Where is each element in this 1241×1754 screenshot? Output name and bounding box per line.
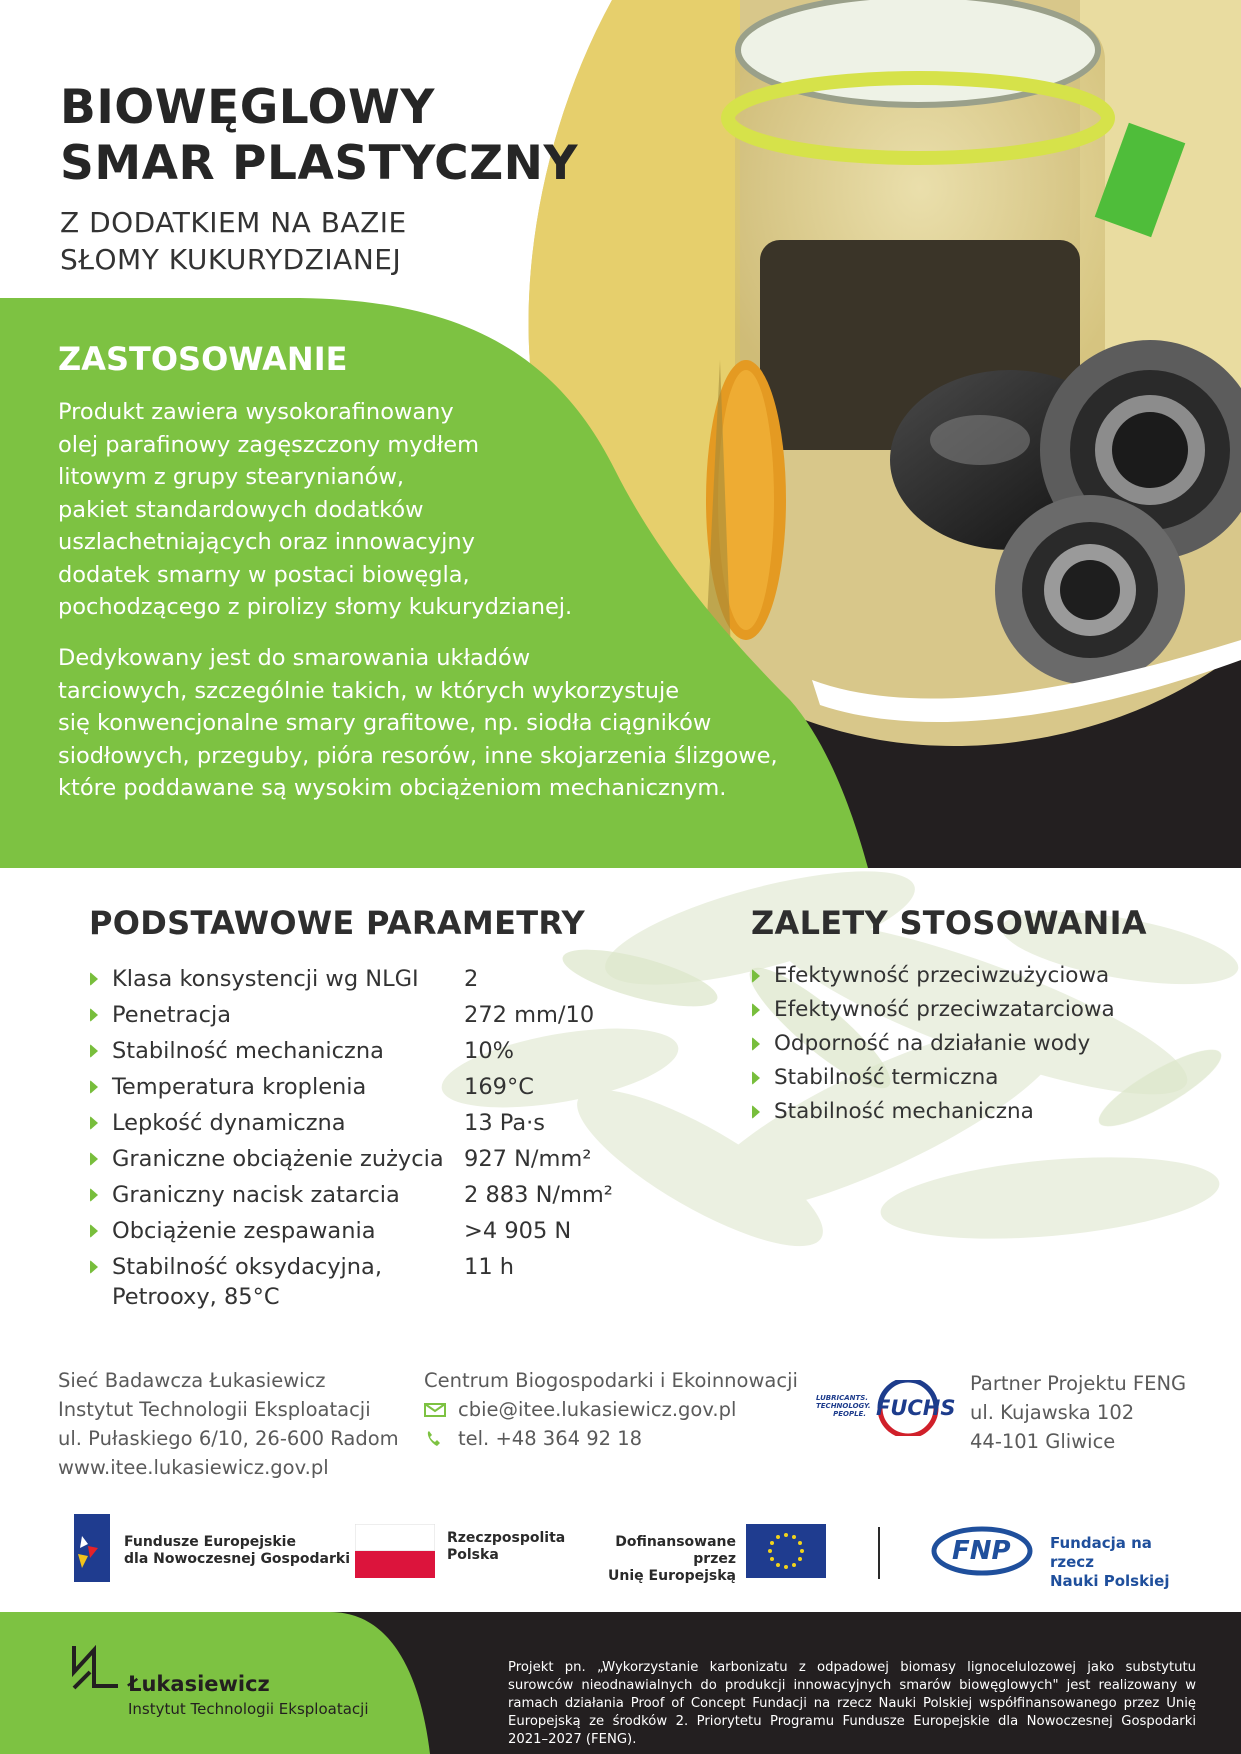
advantage-item — [752, 993, 1115, 1027]
paragraph-line: litowym z grupy stearynianów, — [58, 464, 405, 490]
logo-divider — [878, 1527, 880, 1579]
parameter-row — [90, 1249, 650, 1312]
bullet-icon — [90, 1141, 112, 1177]
eu-logo — [574, 1524, 834, 1584]
polish-flag-icon — [355, 1524, 435, 1578]
address-line: Sieć Badawcza Łukasiewicz — [58, 1369, 326, 1392]
product-title — [60, 80, 578, 192]
application-heading: ZASTOSOWANIE — [58, 340, 348, 378]
project-funding-note: Projekt pn. „Wykorzystanie karbonizatu z odpadowej biomasy lignocelulozowej jako substytutu surowców nieodnawialnych do produkcji innowacyjnych smarów biowęglowych" jest realizowany w ramach działania Proof of Concept Fundacji na rzecz Nauki Polskiej współfinansowanego przez Unię Europejską ze środków 2. Priorytetu Programu Fundusze Europejskie dla Nowoczesnej Gospodarki 2021–2027 (FENG). — [508, 1660, 1196, 1747]
phone-icon — [424, 1430, 446, 1448]
phone-number[interactable]: tel. +48 364 92 18 — [458, 1427, 643, 1450]
parameter-name: Stabilność mechaniczna — [112, 1038, 384, 1064]
parameter-value: 10% — [464, 1038, 515, 1064]
parameter-value: 13 Pa·s — [464, 1110, 546, 1136]
bullet-icon — [90, 997, 112, 1033]
title-line-1: BIOWĘGLOWY — [60, 80, 435, 135]
bullet-icon — [752, 1095, 774, 1129]
advantage-label: Stabilność mechaniczna — [774, 1099, 1034, 1124]
parameter-name: Penetracja — [112, 1002, 231, 1028]
lukasiewicz-wordmark: Łukasiewicz — [128, 1672, 270, 1696]
fnp-line: Fundacja na rzecz — [1050, 1534, 1152, 1571]
advantage-label: Odporność na działanie wody — [774, 1031, 1091, 1056]
address-line: ul. Pułaskiego 6/10, 26-600 Radom — [58, 1427, 399, 1450]
paragraph-line: olej parafinowy zagęszczony mydłem — [58, 431, 480, 458]
fuchs-wordmark: FUCHS — [876, 1396, 956, 1420]
parameters-heading: PODSTAWOWE PARAMETRY — [89, 904, 586, 942]
advantages-list — [752, 959, 1115, 1129]
parameter-name: Graniczne obciążenie zużycia — [112, 1146, 444, 1172]
parameter-value: >4 905 N — [464, 1218, 572, 1244]
paragraph-line: pochodzącego z pirolizy słomy kukurydzianej. — [58, 594, 573, 620]
subtitle-line-1: Z DODATKIEM NA BAZIE — [60, 206, 407, 239]
bullet-icon — [90, 961, 112, 997]
parameter-value: 2 — [464, 966, 479, 992]
institute-name: Instytut Technologii Eksploatacji — [128, 1700, 369, 1718]
paragraph-line: uszlachetniających oraz innowacyjny — [58, 529, 475, 555]
parameter-name: Lepkość dynamiczna — [112, 1110, 346, 1136]
parameter-value: 2 883 N/mm² — [464, 1182, 613, 1208]
parameter-row — [90, 1105, 650, 1141]
website-link[interactable]: www.itee.lukasiewicz.gov.pl — [58, 1456, 329, 1479]
fuchs-logo — [816, 1380, 956, 1436]
centre-contact — [424, 1366, 798, 1453]
paragraph-line: siodłowych, przeguby, pióra resorów, inne skojarzenia ślizgowe, — [58, 742, 778, 769]
paragraph-line: pakiet standardowych dodatków — [58, 496, 424, 523]
parameter-row — [90, 1213, 650, 1249]
tagline-line: LUBRICANTS. — [816, 1394, 868, 1402]
tagline-line: PEOPLE. — [833, 1410, 866, 1418]
paragraph-line: Produkt zawiera wysokorafinowany — [58, 399, 454, 425]
fnp-abbreviation: FNP — [952, 1536, 1011, 1566]
subtitle-line-2: SŁOMY KUKURYDZIANEJ — [60, 243, 402, 276]
partner-address — [970, 1369, 1186, 1456]
bullet-icon — [752, 959, 774, 993]
parameter-row — [90, 961, 650, 997]
rp-line: Rzeczpospolita — [447, 1530, 566, 1546]
product-subtitle — [60, 204, 407, 278]
fe-logo — [74, 1514, 374, 1584]
parameter-name — [112, 1252, 464, 1312]
advantage-item — [752, 1095, 1115, 1129]
bullet-icon — [752, 1027, 774, 1061]
eu-line: Dofinansowane przez — [615, 1534, 736, 1567]
parameter-name: Klasa konsystencji wg NLGI — [112, 966, 419, 992]
address-line: 44-101 Gliwice — [970, 1430, 1116, 1453]
parameter-value: 11 h — [464, 1254, 515, 1280]
parameter-row — [90, 1033, 650, 1069]
bullet-icon — [752, 1061, 774, 1095]
parameter-name-line: Petrooxy, 85°C — [112, 1284, 280, 1310]
advantage-label: Efektywność przeciwzużyciowa — [774, 963, 1110, 988]
parameters-list — [90, 961, 650, 1312]
parameter-value: 927 N/mm² — [464, 1146, 592, 1172]
address-line: ul. Kujawska 102 — [970, 1401, 1135, 1424]
parameter-row — [90, 1141, 650, 1177]
advantage-label: Efektywność przeciwzatarciowa — [774, 997, 1115, 1022]
parameter-name: Temperatura kroplenia — [112, 1074, 367, 1100]
eu-line: Unię Europejską — [608, 1568, 736, 1584]
address-line: Partner Projektu FENG — [970, 1372, 1187, 1395]
advantage-label: Stabilność termiczna — [774, 1065, 999, 1090]
advantage-item — [752, 959, 1115, 993]
centre-name: Centrum Biogospodarki i Ekoinnowacji — [424, 1369, 798, 1392]
bullet-icon — [90, 1105, 112, 1141]
parameter-row — [90, 1177, 650, 1213]
fuchs-tagline — [816, 1394, 871, 1418]
rp-line: Polska — [447, 1547, 499, 1563]
title-line-2: SMAR PLASTYCZNY — [60, 136, 579, 191]
bullet-icon — [90, 1177, 112, 1213]
fe-line: Fundusze Europejskie — [124, 1534, 296, 1550]
email-link[interactable]: cbie@itee.lukasiewicz.gov.pl — [458, 1398, 737, 1421]
application-paragraph-1 — [58, 396, 572, 624]
parameter-name-line: Stabilność oksydacyjna, — [112, 1254, 382, 1280]
paragraph-line: się konwencjonalne smary grafitowe, np. siodła ciągników — [58, 710, 712, 736]
eu-flag-icon — [746, 1524, 826, 1578]
fe-line: dla Nowoczesnej Gospodarki — [124, 1551, 351, 1567]
tagline-line: TECHNOLOGY. — [816, 1402, 871, 1410]
paragraph-line: tarciowych, szczególnie takich, w których wykorzystuje — [58, 677, 680, 704]
paragraph-line: dodatek smarny w postaci biowęgla, — [58, 561, 470, 588]
address-line: Instytut Technologii Eksploatacji — [58, 1398, 371, 1421]
parameter-name: Graniczny nacisk zatarcia — [112, 1182, 400, 1208]
lukasiewicz-logo-icon — [70, 1642, 122, 1694]
advantage-item — [752, 1061, 1115, 1095]
bullet-icon — [90, 1252, 112, 1282]
advantages-heading: ZALETY STOSOWANIA — [751, 904, 1147, 942]
parameter-row — [90, 997, 650, 1033]
fnp-line: Nauki Polskiej — [1050, 1572, 1170, 1590]
paragraph-line: które poddawane są wysokim obciążeniom mechanicznym. — [58, 775, 727, 801]
fe-flag-icon — [74, 1514, 114, 1582]
institute-address — [58, 1366, 399, 1482]
paragraph-line: Dedykowany jest do smarowania układów — [58, 645, 531, 671]
parameter-value: 169°C — [464, 1074, 534, 1100]
advantage-item — [752, 1027, 1115, 1061]
email-icon — [424, 1403, 446, 1417]
fnp-logo — [930, 1524, 1190, 1590]
bullet-icon — [90, 1069, 112, 1105]
bullet-icon — [90, 1213, 112, 1249]
polska-logo — [355, 1524, 566, 1580]
bullet-icon — [90, 1033, 112, 1069]
parameter-name: Obciążenie zespawania — [112, 1218, 376, 1244]
application-paragraph-2 — [58, 642, 778, 805]
parameter-row — [90, 1069, 650, 1105]
parameter-value: 272 mm/10 — [464, 1002, 595, 1028]
bullet-icon — [752, 993, 774, 1027]
